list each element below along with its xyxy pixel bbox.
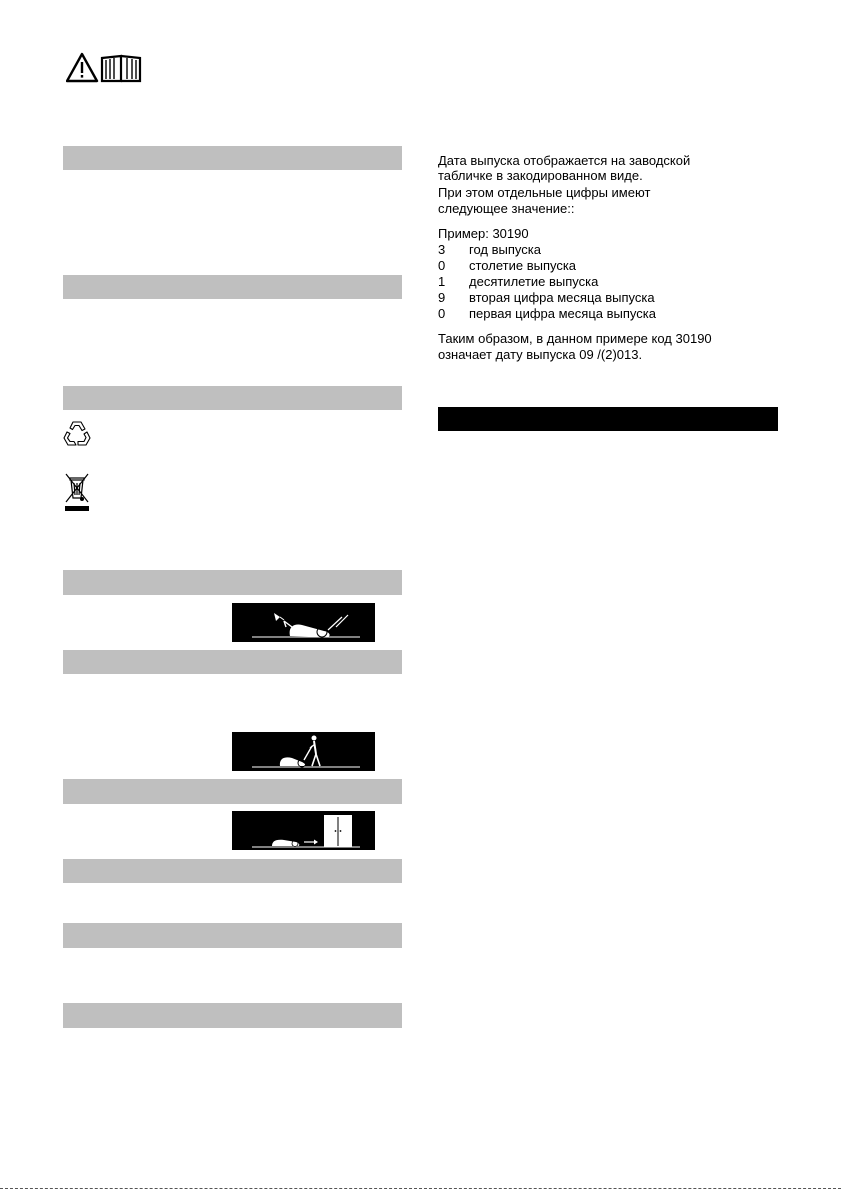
intro-line-4: следующее значение:: [438, 201, 575, 216]
section-bar-5 [63, 650, 402, 674]
crossed-bin-icon [64, 472, 90, 512]
intro-line-3: При этом отдельные цифры имеют [438, 185, 651, 200]
conclusion-line-2: означает дату выпуска 09 /(2)013. [438, 347, 643, 362]
example-digit: 9 [438, 290, 446, 305]
example-digit: 0 [438, 306, 446, 321]
example-digit: 1 [438, 274, 446, 289]
section-bar-2 [63, 275, 402, 299]
section-bar-4 [63, 570, 402, 595]
mower-push-illustration [232, 732, 375, 771]
section-bar-6 [63, 779, 402, 804]
section-bar-1 [63, 146, 402, 170]
warning-manual-icon [66, 52, 142, 84]
section-bar-8 [63, 923, 402, 948]
section-heading-bar [438, 407, 778, 431]
example-meaning: первая цифра месяца выпуска [469, 306, 656, 321]
conclusion-line-1: Таким образом, в данном примере код 30190 [438, 331, 712, 346]
example-label: Пример: 30190 [438, 226, 529, 241]
intro-line-1: Дата выпуска отображается на заводской [438, 153, 691, 168]
page-bottom-rule [0, 1188, 841, 1189]
example-meaning: десятилетие выпуска [469, 274, 599, 289]
example-meaning: столетие выпуска [469, 258, 577, 273]
section-bar-7 [63, 859, 402, 883]
section-bar-9 [63, 1003, 402, 1028]
mower-storage-illustration [232, 811, 375, 850]
section-bar-3 [63, 386, 402, 410]
recycle-icon [62, 418, 92, 448]
example-meaning: вторая цифра месяца выпуска [469, 290, 655, 305]
mower-lift-illustration [232, 603, 375, 642]
example-digit: 0 [438, 258, 446, 273]
example-digit: 3 [438, 242, 446, 257]
intro-line-2: табличке в закодированном виде. [438, 168, 643, 183]
example-meaning: год выпуска [469, 242, 541, 257]
